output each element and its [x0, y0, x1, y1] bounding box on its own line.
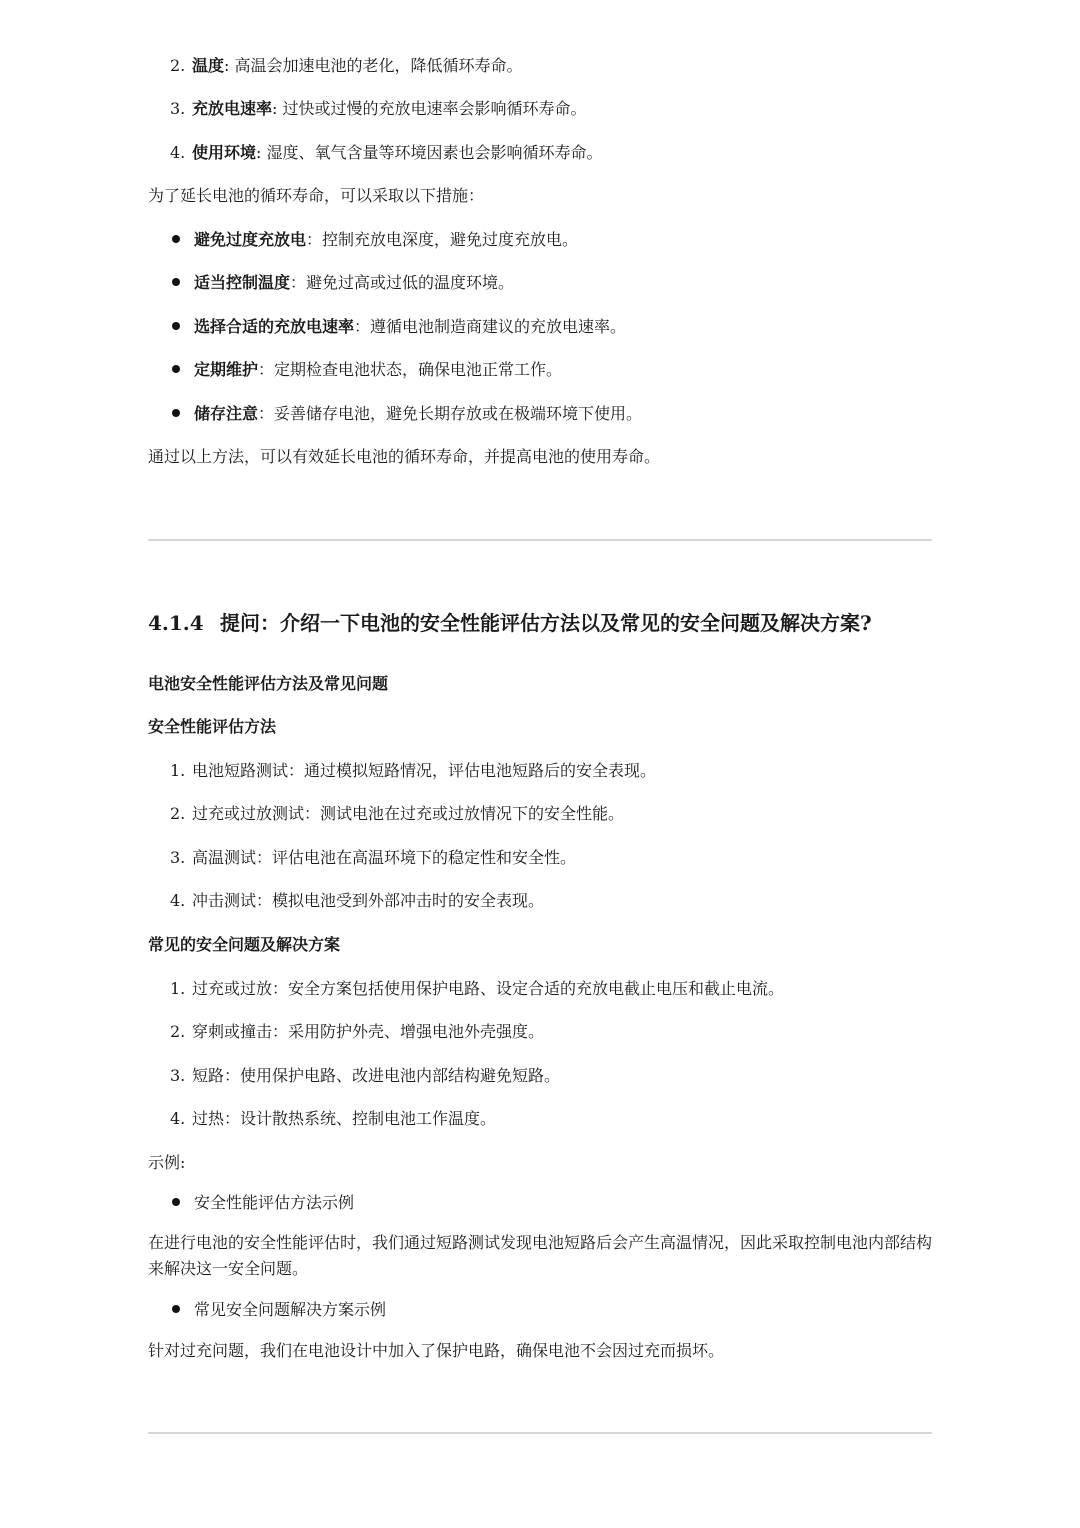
list-item-text: : 过快或过慢的充放电速率会影响循环寿命。 — [272, 99, 587, 118]
list-item-term: 使用环境 — [192, 143, 257, 162]
example-label: 示例: — [148, 1153, 186, 1172]
bullet-item — [172, 1299, 386, 1321]
bullet-item: 储存注意：妥善储存电池，避免长期存放或在极端环境下使用。 — [172, 403, 642, 425]
bullet-item — [172, 1192, 354, 1214]
bullet-icon — [172, 365, 180, 373]
example-title: 常见安全问题解决方案示例 — [194, 1300, 387, 1319]
bullet-icon — [172, 322, 180, 330]
horizontal-divider — [148, 1432, 932, 1434]
bullet-item: 选择合适的充放电速率：遵循电池制造商建议的充放电速率。 — [172, 316, 626, 338]
list-item-term: 充放电速率 — [192, 99, 273, 118]
list-item: 2. 温度: 高温会加速电池的老化，降低循环寿命。 — [170, 56, 523, 75]
bullet-item: 定期维护：定期检查电池状态，确保电池正常工作。 — [172, 359, 562, 381]
list-item: 4. 冲击测试：模拟电池受到外部冲击时的安全表现。 — [170, 891, 545, 910]
list-item: 3. 短路：使用保护电路、改进电池内部结构避免短路。 — [170, 1066, 561, 1085]
example-title: 安全性能评估方法示例 — [194, 1193, 355, 1212]
section-heading — [148, 609, 872, 637]
list-item-text: : 高温会加速电池的老化，降低循环寿命。 — [224, 56, 523, 75]
list-item: 1. 电池短路测试：通过模拟短路情况，评估电池短路后的安全表现。 — [170, 761, 657, 780]
horizontal-divider — [148, 539, 932, 541]
subheading-main: 电池安全性能评估方法及常见问题 — [148, 674, 389, 693]
list-item-text: : 湿度、氧气含量等环境因素也会影响循环寿命。 — [256, 143, 603, 162]
list-item-term: 温度 — [192, 56, 225, 75]
list-item: 3. 充放电速率: 过快或过慢的充放电速率会影响循环寿命。 — [170, 99, 587, 118]
list-item: 4. 使用环境: 湿度、氧气含量等环境因素也会影响循环寿命。 — [170, 143, 603, 162]
bullet-item: 避免过度充放电：控制充放电深度，避免过度充放电。 — [172, 229, 578, 251]
bullet-icon — [172, 1305, 180, 1313]
paragraph-conclusion: 通过以上方法，可以有效延长电池的循环寿命，并提高电池的使用寿命。 — [148, 447, 661, 466]
section-title: 提问：介绍一下电池的安全性能评估方法以及常见的安全问题及解决方案? — [220, 611, 872, 635]
list-item: 2. 穿刺或撞击：采用防护外壳、增强电池外壳强度。 — [170, 1022, 545, 1041]
section-number: 4.1.4 — [148, 611, 204, 635]
bullet-icon — [172, 235, 180, 243]
paragraph-intro-measures: 为了延长电池的循环寿命，可以采取以下措施： — [148, 186, 485, 205]
bullet-item: 适当控制温度：避免过高或过低的温度环境。 — [172, 272, 514, 294]
subheading-common-issues: 常见的安全问题及解决方案 — [148, 935, 341, 954]
list-item: 3. 高温测试：评估电池在高温环境下的稳定性和安全性。 — [170, 848, 577, 867]
bullet-icon — [172, 409, 180, 417]
example-paragraph: 针对过充问题，我们在电池设计中加入了保护电路，确保电池不会因过充而损坏。 — [148, 1341, 725, 1360]
list-item: 2. 过充或过放测试：测试电池在过充或过放情况下的安全性能。 — [170, 804, 625, 823]
list-item: 1. 过充或过放：安全方案包括使用保护电路、设定合适的充放电截止电压和截止电流。 — [170, 979, 785, 998]
subheading-eval-methods: 安全性能评估方法 — [148, 717, 277, 736]
list-item: 4. 过热：设计散热系统、控制电池工作温度。 — [170, 1109, 497, 1128]
bullet-icon — [172, 1198, 180, 1206]
bullet-icon — [172, 278, 180, 286]
example-paragraph: 在进行电池的安全性能评估时，我们通过短路测试发现电池短路后会产生高温情况，因此采取控制电池内部结构来解决这一安全问题。 — [148, 1233, 933, 1278]
